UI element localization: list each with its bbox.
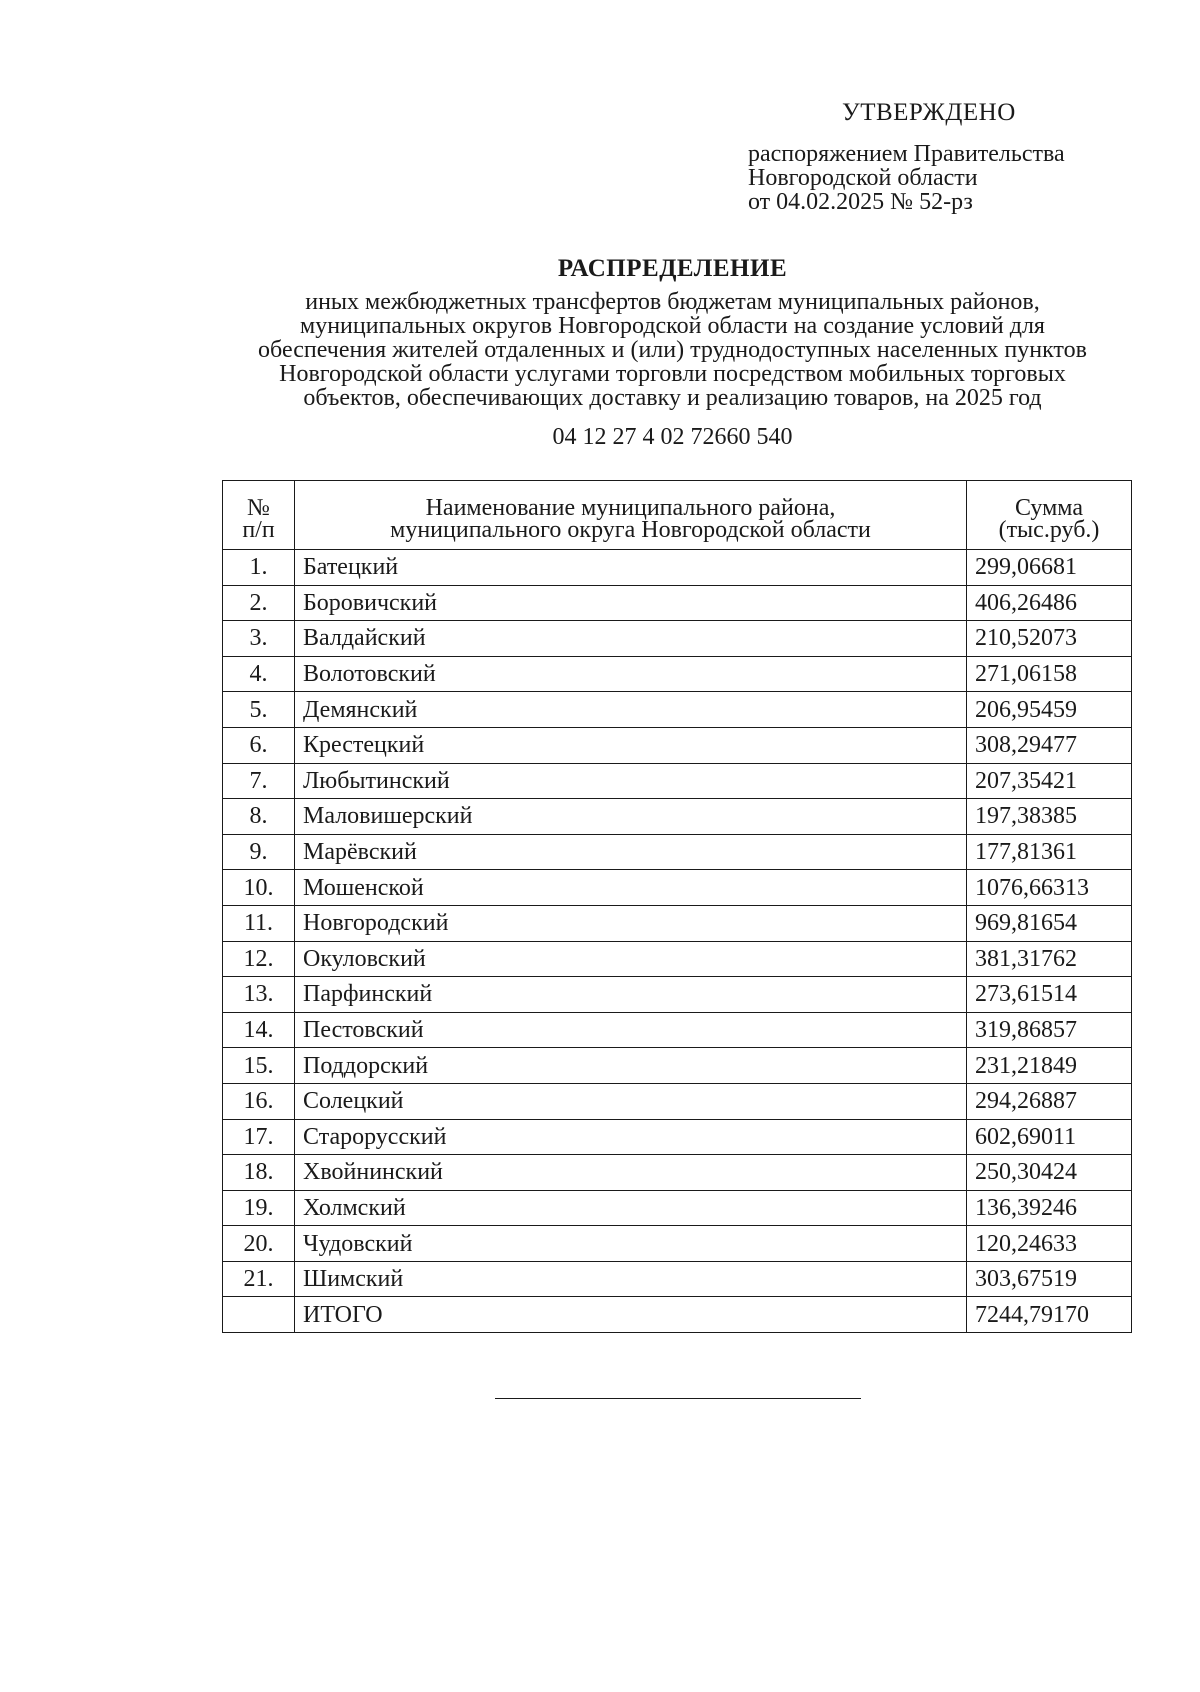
approval-stamp [748,98,1168,214]
table-row [223,1226,1132,1262]
row-amount: 136,39246 [967,1190,1132,1226]
row-number: 5. [223,692,295,728]
row-number: 2. [223,585,295,621]
header-sum-line-2: (тыс.руб.) [998,517,1100,543]
row-district-name: Мошенской [295,870,967,906]
row-number: 9. [223,834,295,870]
row-number: 21. [223,1261,295,1297]
total-number [223,1297,295,1333]
row-number: 1. [223,550,295,586]
document-subtitle [180,290,1165,410]
table-body [223,550,1132,1333]
row-district-name: Пестовский [295,1012,967,1048]
header-number-line-1: № [247,495,270,521]
row-amount: 207,35421 [967,763,1132,799]
row-number: 6. [223,727,295,763]
row-district-name: Боровичский [295,585,967,621]
row-number: 8. [223,799,295,835]
row-amount: 381,31762 [967,941,1132,977]
row-amount: 206,95459 [967,692,1132,728]
row-district-name: Шимский [295,1261,967,1297]
document-title: РАСПРЕДЕЛЕНИЕ [557,255,788,282]
subtitle-line: иных межбюджетных трансфертов бюджетам муниципальных районов, [305,289,1040,315]
table-row [223,834,1132,870]
table-row [223,799,1132,835]
approved-label: УТВЕРЖДЕНО [842,99,1016,126]
row-district-name: Валдайский [295,621,967,657]
row-number: 20. [223,1226,295,1262]
row-number: 17. [223,1119,295,1155]
header-sum [967,481,1132,550]
row-amount: 308,29477 [967,727,1132,763]
row-amount: 319,86857 [967,1012,1132,1048]
header-name-line-1: Наименование муниципального района, [425,495,836,521]
row-number: 3. [223,621,295,657]
row-number: 13. [223,977,295,1013]
table-row [223,550,1132,586]
end-separator-line [495,1398,861,1399]
row-amount: 231,21849 [967,1048,1132,1084]
table-row [223,941,1132,977]
row-district-name: Демянский [295,692,967,728]
row-district-name: Батецкий [295,550,967,586]
row-district-name: Окуловский [295,941,967,977]
table-row [223,905,1132,941]
distribution-table [222,480,1132,1333]
row-district-name: Поддорский [295,1048,967,1084]
table-row [223,1155,1132,1191]
row-number: 14. [223,1012,295,1048]
subtitle-line: муниципальных округов Новгородской области на создание условий для [300,313,1045,339]
row-district-name: Любытинский [295,763,967,799]
row-number: 7. [223,763,295,799]
row-amount: 271,06158 [967,656,1132,692]
table-row [223,977,1132,1013]
table-row [223,1119,1132,1155]
table-row [223,727,1132,763]
total-row [223,1297,1132,1333]
row-district-name: Парфинский [295,977,967,1013]
header-number [223,481,295,550]
table-row [223,763,1132,799]
table-row [223,1190,1132,1226]
approval-line-2: Новгородской области [748,165,978,191]
header-name-line-2: муниципального округа Новгородской области [390,517,871,543]
table-row [223,585,1132,621]
total-amount: 7244,79170 [967,1297,1132,1333]
row-district-name: Солецкий [295,1083,967,1119]
row-district-name: Маловишерский [295,799,967,835]
table-row [223,621,1132,657]
row-amount: 177,81361 [967,834,1132,870]
row-amount: 1076,66313 [967,870,1132,906]
total-label: ИТОГО [295,1297,967,1333]
title-block [180,254,1165,450]
row-amount: 197,38385 [967,799,1132,835]
row-amount: 969,81654 [967,905,1132,941]
row-amount: 406,26486 [967,585,1132,621]
row-district-name: Марёвский [295,834,967,870]
row-amount: 250,30424 [967,1155,1132,1191]
row-amount: 273,61514 [967,977,1132,1013]
table-header-row [223,481,1132,550]
row-district-name: Хвойнинский [295,1155,967,1191]
table-row [223,1083,1132,1119]
row-amount: 602,69011 [967,1119,1132,1155]
row-number: 16. [223,1083,295,1119]
table-row [223,656,1132,692]
row-number: 18. [223,1155,295,1191]
subtitle-line: обеспечения жителей отдаленных и (или) труднодоступных населенных пунктов [258,337,1087,363]
row-district-name: Старорусский [295,1119,967,1155]
table-row [223,1012,1132,1048]
row-district-name: Чудовский [295,1226,967,1262]
row-number: 15. [223,1048,295,1084]
header-sum-line-1: Сумма [1015,495,1083,521]
budget-code: 04 12 27 4 02 72660 540 [552,424,793,450]
table-row [223,870,1132,906]
header-name [295,481,967,550]
subtitle-line: Новгородской области услугами торговли посредством мобильных торговых [279,361,1066,387]
header-number-line-2: п/п [242,517,275,543]
row-number: 11. [223,905,295,941]
row-district-name: Холмский [295,1190,967,1226]
row-number: 19. [223,1190,295,1226]
row-amount: 294,26887 [967,1083,1132,1119]
row-number: 4. [223,656,295,692]
row-amount: 210,52073 [967,621,1132,657]
table-row [223,1048,1132,1084]
approval-line-3: от 04.02.2025 № 52-рз [748,189,973,215]
subtitle-line: объектов, обеспечивающих доставку и реализацию товаров, на 2025 год [303,385,1042,411]
row-amount: 303,67519 [967,1261,1132,1297]
table-row [223,692,1132,728]
table-row [223,1261,1132,1297]
row-district-name: Новгородский [295,905,967,941]
row-number: 12. [223,941,295,977]
row-amount: 299,06681 [967,550,1132,586]
approval-line-1: распоряжением Правительства [748,141,1065,167]
row-number: 10. [223,870,295,906]
row-amount: 120,24633 [967,1226,1132,1262]
row-district-name: Волотовский [295,656,967,692]
row-district-name: Крестецкий [295,727,967,763]
